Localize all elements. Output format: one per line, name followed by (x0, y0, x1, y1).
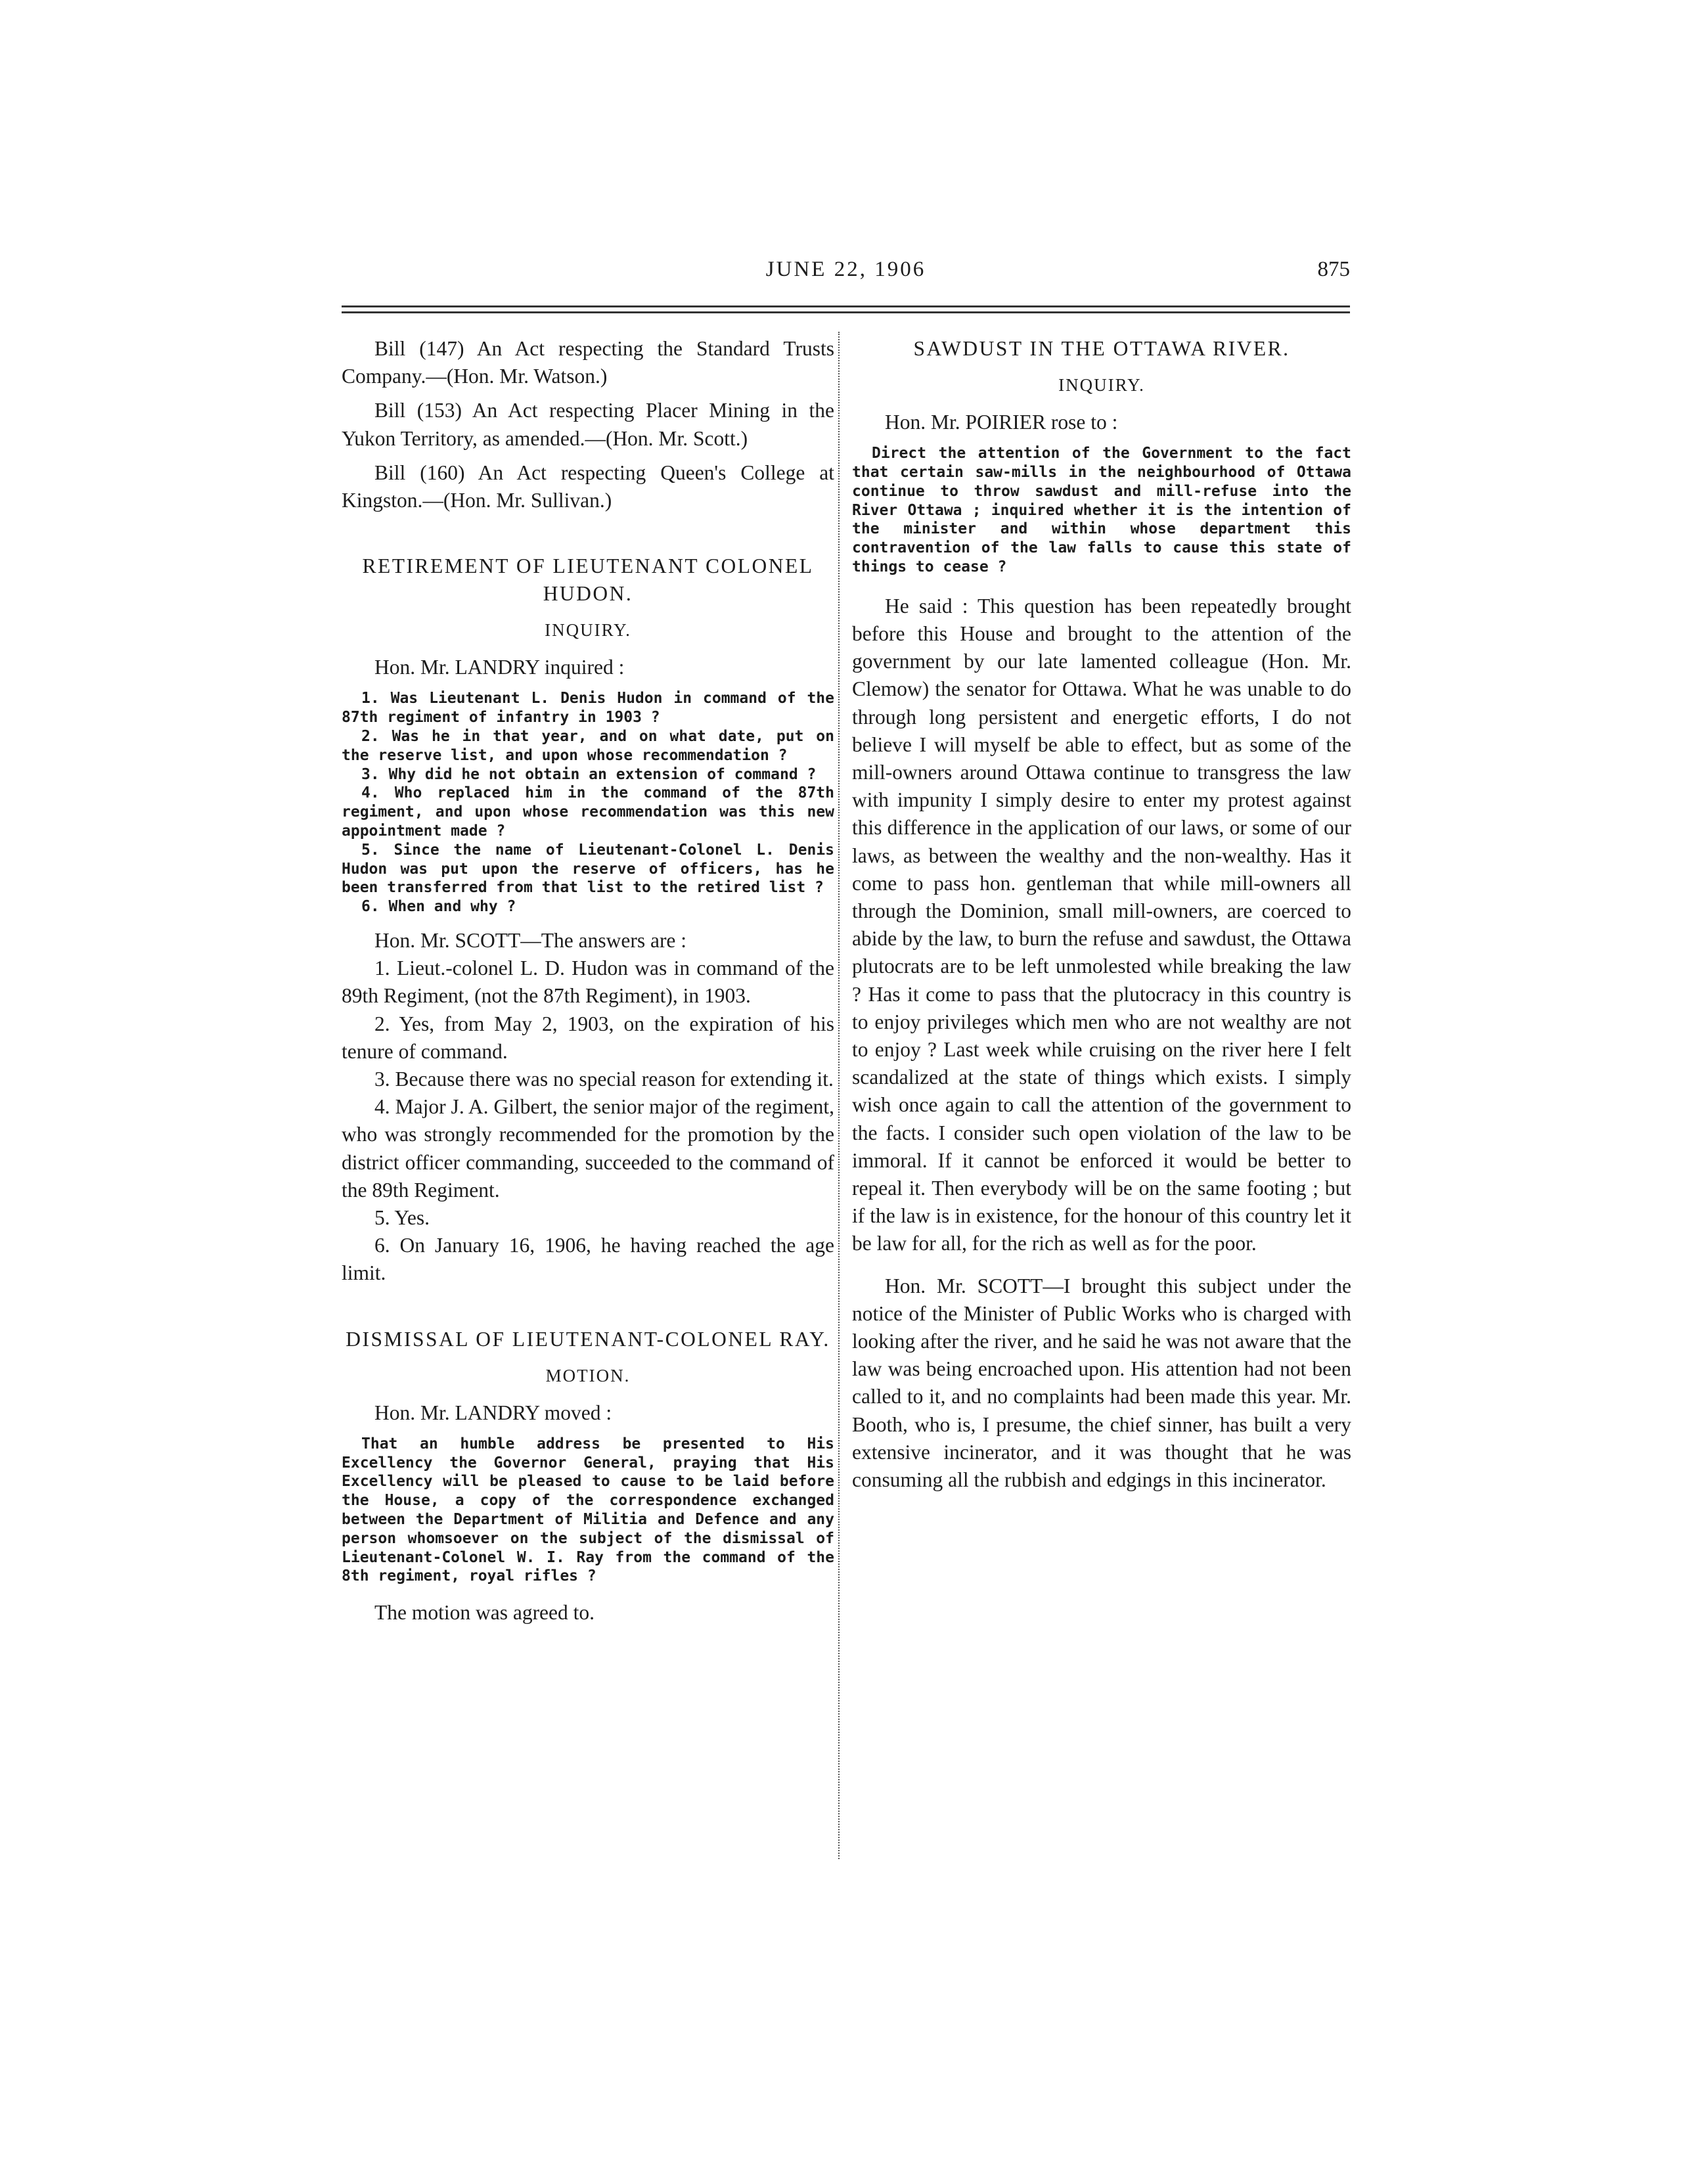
answer-6: 6. On January 16, 1906, he having reached the age limit. (342, 1234, 834, 1285)
bill-153: Bill (153) An Act respecting Placer Mining in the Yukon Territory, as amended.—(Hon. Mr. Scott.) (342, 399, 834, 450)
speaker-scott-answers: Hon. Mr. SCOTT—The answers are : (374, 928, 687, 952)
answer-1: 1. Lieut.-colonel L. D. Hudon was in command of the 89th Regiment, (not the 87th Regiment), in 1903. (342, 956, 834, 1008)
motion-result: The motion was agreed to. (374, 1601, 595, 1625)
section-heading-sawdust: SAWDUST IN THE OTTAWA RIVER. (913, 337, 1290, 360)
running-title: JUNE 22, 1906 (765, 258, 926, 281)
question-4: 4. Who replaced him in the command of the 87th regiment, and upon whose recommendation was this new appointment made ? (342, 784, 834, 840)
inquiry-text-sawdust: Direct the attention of the Government to the fact that certain saw-mills in the neighbourhood of Ottawa continue to throw sawdust and mill-refuse into the River Ottawa ; inquired whether it is the intention of the minister and within whose department this contravention of the law falls to cause this state of things to cease ? (852, 445, 1351, 575)
section-subheading-motion: MOTION. (545, 1365, 631, 1385)
bill-147: Bill (147) An Act respecting the Standard Trusts Company.—(Hon. Mr. Watson.) (342, 337, 834, 388)
speech-poirier: He said : This question has been repeatedly brought before this House and brought to the attention of the government by our late lamented colleague (Hon. Mr. Clemow) the senator for Ottawa. What he was unable to do through long persistent and energetic efforts, I do not believe I will myself be able to effect, but as some of the mill-owners around Ottawa continue to transgress the law with impunity I simply desire to enter my protest against this difference in the application of our laws, or some of our laws, as between the wealthy and the non-wealthy. Has it come to pass hon. gentleman that while mill-owners all through the Dominion, small mill-owners, are coerced to abide by the law, to burn the refuse and sawdust, the Ottawa plutocrats are to be left unmolested while breaking the law ? Has it come to pass that the plutocracy in this country is to enjoy privileges which men who are not wealthy are not to enjoy ? Last week while cruising on the river here I felt scandalized at the state of things which exists. I simply wish once again to call the attention of the government to the facts. I consider such open violation of the law to be immoral. If it cannot be enforced it would be better to repeal it. Then everybody will be on the same footing ; but if the law is in existence, for the honour of this country let it be law for all, for the rich as well as for the poor. (852, 594, 1351, 1255)
bill-160: Bill (160) An Act respecting Queen's College at Kingston.—(Hon. Mr. Sullivan.) (342, 461, 834, 512)
answers-list (342, 955, 834, 1287)
page-header (342, 258, 1350, 290)
answer-2: 2. Yes, from May 2, 1903, on the expiration of his tenure of command. (342, 1012, 834, 1063)
answer-3: 3. Because there was no special reason for extending it. (374, 1068, 834, 1091)
speaker-landry-moved: Hon. Mr. LANDRY moved : (374, 1401, 612, 1424)
header-rule-top (342, 305, 1350, 307)
reply-scott: Hon. Mr. SCOTT—I brought this subject under the notice of the Minister of Public Works who is charged with looking after the river, and he said he was not aware that the law was being encroached upon. His attention had not been called to it, and no complaints had been made this year. Mr. Booth, who is, I presume, the chief sinner, has built a very extensive incinerator, and it was thought that he was consuming all the rubbish and edgings in this incinerator. (852, 1274, 1351, 1492)
motion-text: That an humble address be presented to His Excellency the Governor General, praying that His Excellency will be pleased to cause to be laid before the House, a copy of the correspondence exchanged between the Department of Militia and Defence and any person whomsoever on the subject of the dismissal of Lieutenant-Colonel W. I. Ray from the command of the 8th regiment, royal rifles ? (342, 1435, 834, 1585)
right-column (852, 335, 1351, 1494)
section-heading-hudon: RETIREMENT OF LIEUTENANT COLONEL HUDON. (362, 554, 814, 606)
question-5: 5. Since the name of Lieutenant-Colonel L. Denis Hudon was put upon the reserve of officers, has he been transferred from that list to the retired list ? (342, 841, 834, 897)
inquiry-questions (342, 689, 834, 916)
section-subheading-inquiry: INQUIRY. (545, 620, 631, 641)
question-1: 1. Was Lieutenant L. Denis Hudon in command of the 87th regiment of infantry in 1903 ? (342, 690, 834, 727)
header-rule-bottom (342, 311, 1350, 313)
answer-5: 5. Yes. (374, 1206, 430, 1230)
left-column (342, 335, 834, 1627)
section-heading-ray: DISMISSAL OF LIEUTENANT-COLONEL RAY. (346, 1327, 830, 1351)
question-2: 2. Was he in that year, and on what date, put on the reserve list, and upon whose recommendation ? (342, 728, 834, 764)
section-subheading-inquiry-sawdust: INQUIRY. (1058, 375, 1145, 395)
question-3: 3. Why did he not obtain an extension of command ? (361, 765, 817, 783)
question-6: 6. When and why ? (361, 898, 516, 916)
answer-4: 4. Major J. A. Gilbert, the senior major of the regiment, who was strongly recommended for the promotion by the district officer commanding, succeeded to the command of the 89th Regiment. (342, 1095, 834, 1202)
speaker-landry-inquired: Hon. Mr. LANDRY inquired : (374, 656, 625, 679)
page-number: 875 (1317, 258, 1350, 281)
speaker-poirier: Hon. Mr. POIRIER rose to : (885, 411, 1118, 434)
column-divider (838, 332, 840, 1859)
